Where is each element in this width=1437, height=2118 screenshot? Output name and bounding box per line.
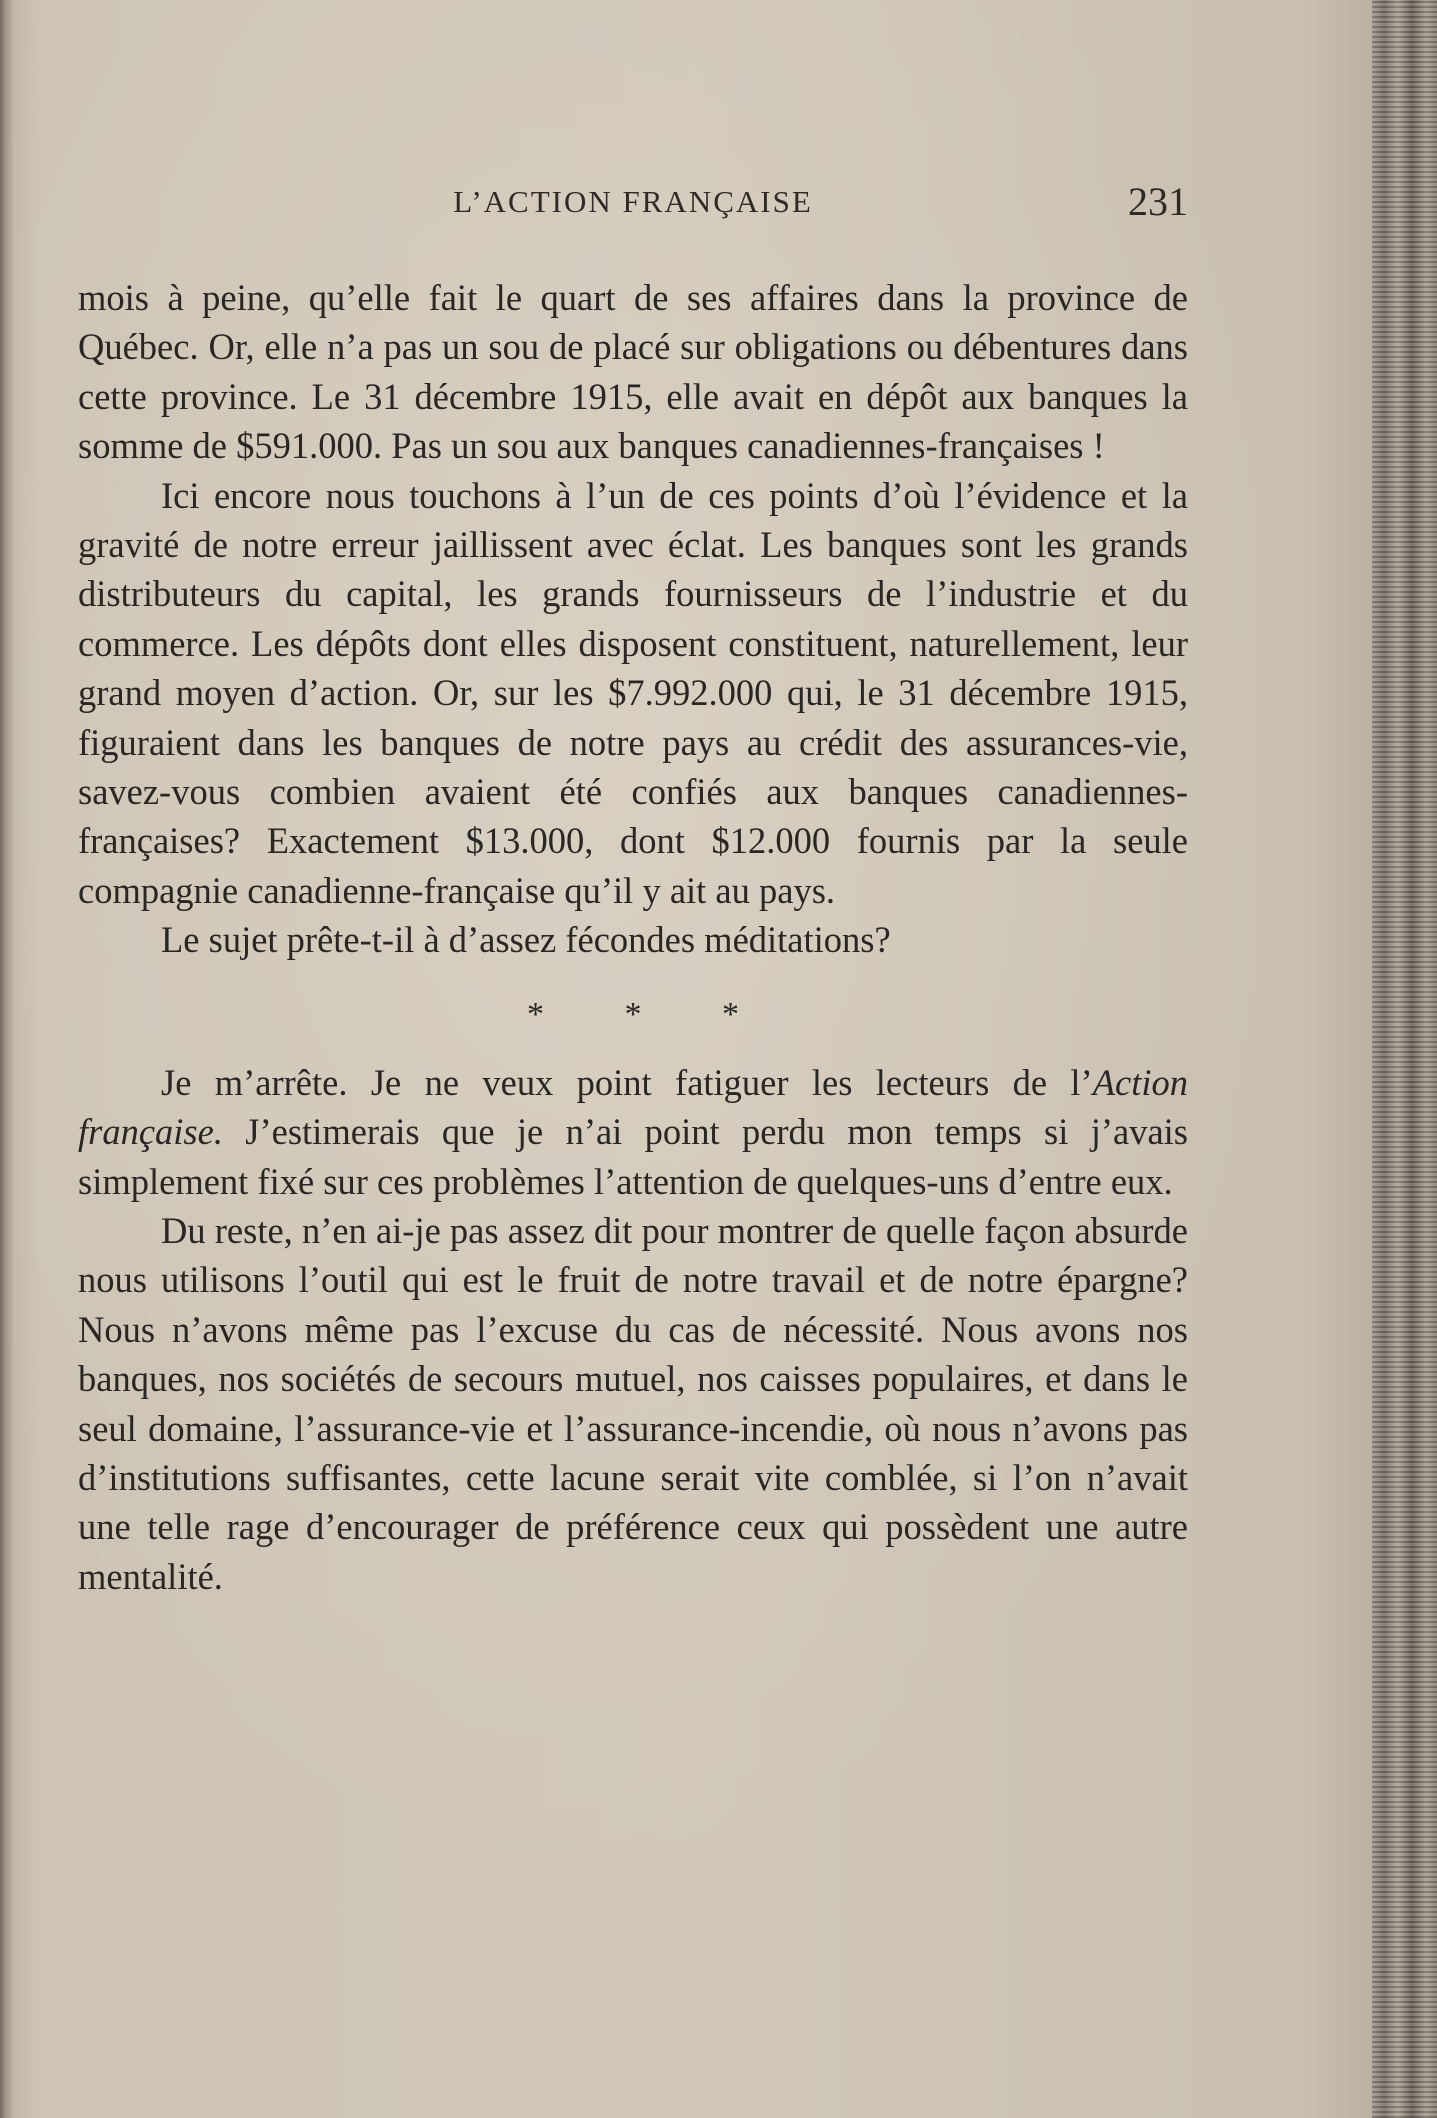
page-left-edge [0, 0, 14, 2118]
paragraph-question: Le sujet prête-t-il à d’assez fécondes méditations? [161, 919, 891, 961]
paragraph-conclusion-start: Je m’arrête. Je ne veux point fatiguer les lecteurs de l’ [161, 1061, 1093, 1103]
page-header [78, 178, 1188, 228]
paragraph-conclusion-end: J’estimerais que je n’ai point perdu mon temps si j’avais simplement fixé sur ces problèmes l’attention de quelques-uns d’entre eux. [78, 1111, 1188, 1202]
page-number: 231 [1128, 179, 1188, 224]
paragraph-continued: mois à peine, qu’elle fait le quart de ses affaires dans la province de Québec. Or, elle n’a pas un sou de placé sur obligations ou débentures dans cette province. Le 31 décembre 1915, elle avait en dépôt aux banques la somme de $591.000. Pas un sou aux banques canadiennes-françaises ! [78, 277, 1188, 467]
paragraph-conclusion [78, 1058, 1188, 1206]
book-spine-edge [1372, 0, 1437, 2118]
paragraph-banks: Ici encore nous touchons à l’un de ces points d’où l’évidence et la gravité de notre erreur jaillissent avec éclat. Les banques sont les grands distributeurs du capital, les grands fournisseurs de l’industrie et du commerce. Les dépôts dont elles disposent constituent, naturellement, leur grand moyen d’action. Or, sur les $7.992.000 qui, le 31 décembre 1915, figuraient dans les banques de notre pays au crédit des assurances-vie, savez-vous combien avaient été confiés aux banques canadiennes-françaises? Exactement $13.000, dont $12.000 fournis par la seule compagnie canadienne-française qu’il y ait au pays. [78, 474, 1188, 911]
journal-title: Action française. [78, 1061, 1188, 1153]
running-title: L’ACTION FRANÇAISE [453, 184, 813, 219]
body-text [78, 273, 1188, 1601]
section-separator: * * * [527, 995, 775, 1033]
paragraph-final: Du reste, n’en ai-je pas assez dit pour montrer de quelle façon absurde nous utilisons l’outil qui est le fruit de notre travail et de notre épargne? Nous n’avons même pas l’excuse du cas de nécessité. Nous avons nos banques, nos sociétés de secours mutuel, nos caisses populaires, et dans le seul domaine, l’assurance-vie et l’assurance-incendie, où nous n’avons pas d’institutions suffisantes, cette lacune serait vite comblée, si l’on n’avait une telle rage d’encourager de préférence ceux qui possèdent une autre mentalité. [78, 1209, 1188, 1597]
